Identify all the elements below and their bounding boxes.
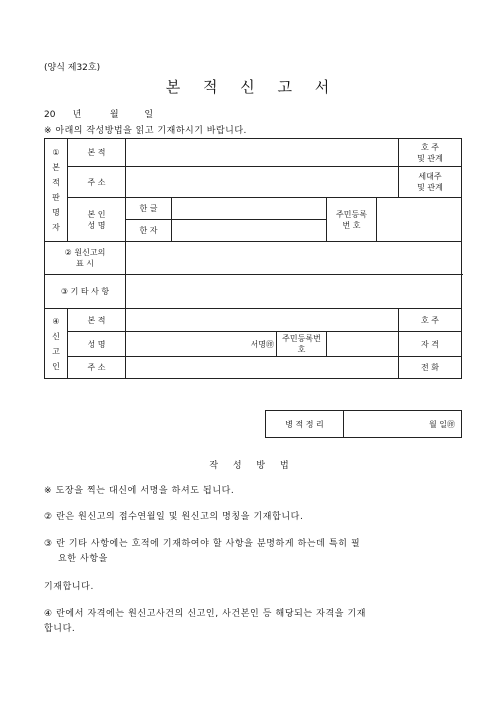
original-report-field[interactable] [126,242,462,275]
address-label: 주 소 [68,167,126,198]
reporter-name-label: 성 명 [68,332,126,357]
instruction-item-4-cont: 합니다. [44,624,76,634]
reporter-address-field[interactable] [126,357,399,379]
instruction-item-3-end: 기재합니다. [44,582,94,592]
reporter-address-label: 주 소 [68,357,126,379]
phone-label: 전 화 [399,357,462,379]
military-record-label: 병 적 정 리 [266,411,344,438]
page-title: 본 적 신 고 서 [165,78,339,96]
qualification-label: 자 격 [399,332,462,357]
reporter-household-head-label: 호 주 [399,309,462,332]
hangul-name-field[interactable] [172,198,327,220]
resident-no-field[interactable] [377,198,462,242]
section1-label: ① 본 적 판 명 자 [45,139,68,242]
original-report-label: ② 원신고의 표 시 [45,242,126,275]
hangul-label: 한 글 [126,198,172,220]
reporter-signature-field[interactable] [126,332,277,357]
instructions-title: 작 성 방 법 [209,461,295,471]
instruction-seal: ※ 도장을 찍는 대신에 서명을 하셔도 됩니다. [44,486,235,496]
head-of-household-label: 세대주 및 관계 [399,167,462,198]
reporter-domicile-field[interactable] [126,309,399,332]
reporter-resident-no-field[interactable] [327,332,399,357]
military-record-box [265,410,462,438]
domicile-field[interactable] [126,139,399,167]
section4-label: ④ 신 고 인 [45,309,68,379]
instruction-item-3-cont: 요한 사항을 [58,554,108,564]
military-record-field[interactable]: 월 일㊞ [344,411,462,438]
household-head-label: 호 주 및 관계 [399,139,462,167]
other-matters-field[interactable] [126,275,462,309]
name-label: 본 인 성 명 [68,198,126,242]
reporter-resident-no-label: 주민등록번호 [277,332,327,357]
instruction-item-2: ② 란은 원신고의 접수연월일 및 원신고의 명칭을 기재합니다. [44,512,304,522]
domicile-label: 본 적 [68,139,126,167]
hanja-name-field[interactable] [172,220,327,242]
address-field[interactable] [126,167,399,198]
reporter-domicile-label: 본 적 [68,309,126,332]
top-note: ※ 아래의 작성방법을 읽고 기재하시기 바랍니다. [44,126,247,136]
instruction-item-3: ③ 란 기타 사항에는 호적에 기재하여야 할 사항을 분명하게 하는데 특히 필 [44,539,361,549]
resident-no-label: 주민등록 번 호 [327,198,377,242]
other-matters-label: ③ 기 타 사 항 [45,275,126,309]
signature-label: 서명㊞ [250,339,274,349]
date-line: 20 년 월 일 [44,110,154,120]
form-number: (양식 제32호) [44,63,101,73]
report-form-table [44,138,462,379]
hanja-label: 한 자 [126,220,172,242]
instruction-item-4: ④ 란에서 자격에는 원신고사건의 신고인, 사건본인 등 해당되는 자격을 기재 [44,609,367,619]
